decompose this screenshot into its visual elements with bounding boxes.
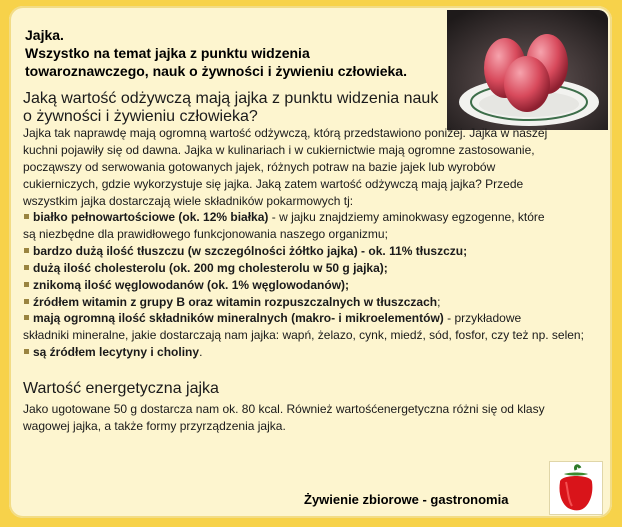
- eggs-illustration: [447, 10, 608, 130]
- intro-line: kuchni pojawiły się od dawna. Jajka w kulinariach i w cukiernictwie mają ogromne zastosowanie,: [23, 142, 535, 157]
- energy-line: wagowej jajka, a także formy przyrządzenia jajka.: [23, 418, 286, 433]
- list-item-bold: białko pełnowartościowe (ok. 12% białka): [33, 210, 269, 224]
- energy-value-title: Wartość energetyczna jajka: [23, 380, 219, 397]
- list-item-bold: dużą ilość cholesterolu (ok. 200 mg cholesterolu w 50 g jajka);: [33, 260, 388, 275]
- list-item-bold: znikomą ilość węglowodanów (ok. 1% węglowodanów);: [33, 277, 350, 292]
- list-item-bold: źródłem witamin z grupy B oraz witamin rozpuszczalnych w tłuszczach: [33, 294, 438, 309]
- list-item-text: .: [199, 345, 203, 360]
- list-item: [23, 310, 603, 327]
- list-item: [23, 209, 603, 226]
- red-pepper-icon: [549, 461, 603, 515]
- list-item: [23, 260, 603, 277]
- list-item-continuation: składniki mineralne, jakie dostarczają nam jajka: wapń, żelazo, cynk, miedź, sód, fosfor, czy też np. selen;: [23, 328, 584, 343]
- energy-paragraph: [23, 401, 599, 435]
- list-item-bold: bardzo dużą ilość tłuszczu (w szczególności żółtko jajka) - ok. 11% tłuszczu;: [33, 243, 468, 258]
- list-item-bold: mają ogromną ilość składników mineralnych (makro- i mikroelementów): [33, 311, 444, 326]
- list-item-text: - przykładowe: [443, 311, 522, 326]
- content-frame: [9, 6, 612, 518]
- list-item-text: - w jajku znajdziemy aminokwasy egzogenne, które: [268, 210, 545, 224]
- header-subtitle-line1: Wszystko na temat jajka z punktu widzenia: [25, 45, 310, 61]
- nutrition-question-title: [23, 90, 443, 126]
- intro-paragraph: [23, 125, 599, 210]
- list-item: [23, 294, 603, 311]
- pepper-illustration: [550, 462, 602, 514]
- list-item: [23, 277, 603, 294]
- header-title: Jajka.: [25, 27, 64, 43]
- nutrition-question-line1: Jaką wartość odżywczą mają jajka z punktu widzenia nauk: [23, 90, 439, 107]
- eggs-on-plate-photo: [447, 10, 608, 130]
- nutrition-question-line2: o żywności i żywieniu człowieka?: [23, 108, 258, 125]
- intro-line: cukierniczych, gdzie wykorzystuje się jajka. Jaką zatem wartość odżywczą mają jajka? Przede: [23, 176, 524, 191]
- list-item-continuation: są niezbędne dla prawidłowego funkcjonowania naszego organizmu;: [23, 226, 388, 241]
- page-header: [25, 26, 455, 80]
- intro-line: wszystkim jajka dostarczają wiele składników pokarmowych tj:: [23, 193, 354, 208]
- intro-line: począwszy od serwowania gotowanych jajek, różnych potraw na bazie jajek lub wyrobów: [23, 159, 496, 174]
- list-item: [23, 243, 603, 260]
- list-item-bold: są źródłem lecytyny i choliny: [33, 345, 200, 360]
- energy-line: Jako ugotowane 50 g dostarcza nam ok. 80 kcal. Również wartośćenergetyczna różni się od klasy: [23, 402, 545, 416]
- header-subtitle-line2: towaroznawczego, nauk o żywności i żywieniu człowieka.: [25, 63, 407, 79]
- intro-line: Jajka tak naprawdę mają ogromną wartość odżywczą, którą przedstawiono poniżej. Jajka w naszej: [23, 126, 548, 140]
- list-item-text: ;: [437, 294, 441, 309]
- site-footer-label: Żywienie zbiorowe - gastronomia: [304, 492, 509, 507]
- list-item: [23, 344, 603, 361]
- nutrient-list: [23, 209, 603, 361]
